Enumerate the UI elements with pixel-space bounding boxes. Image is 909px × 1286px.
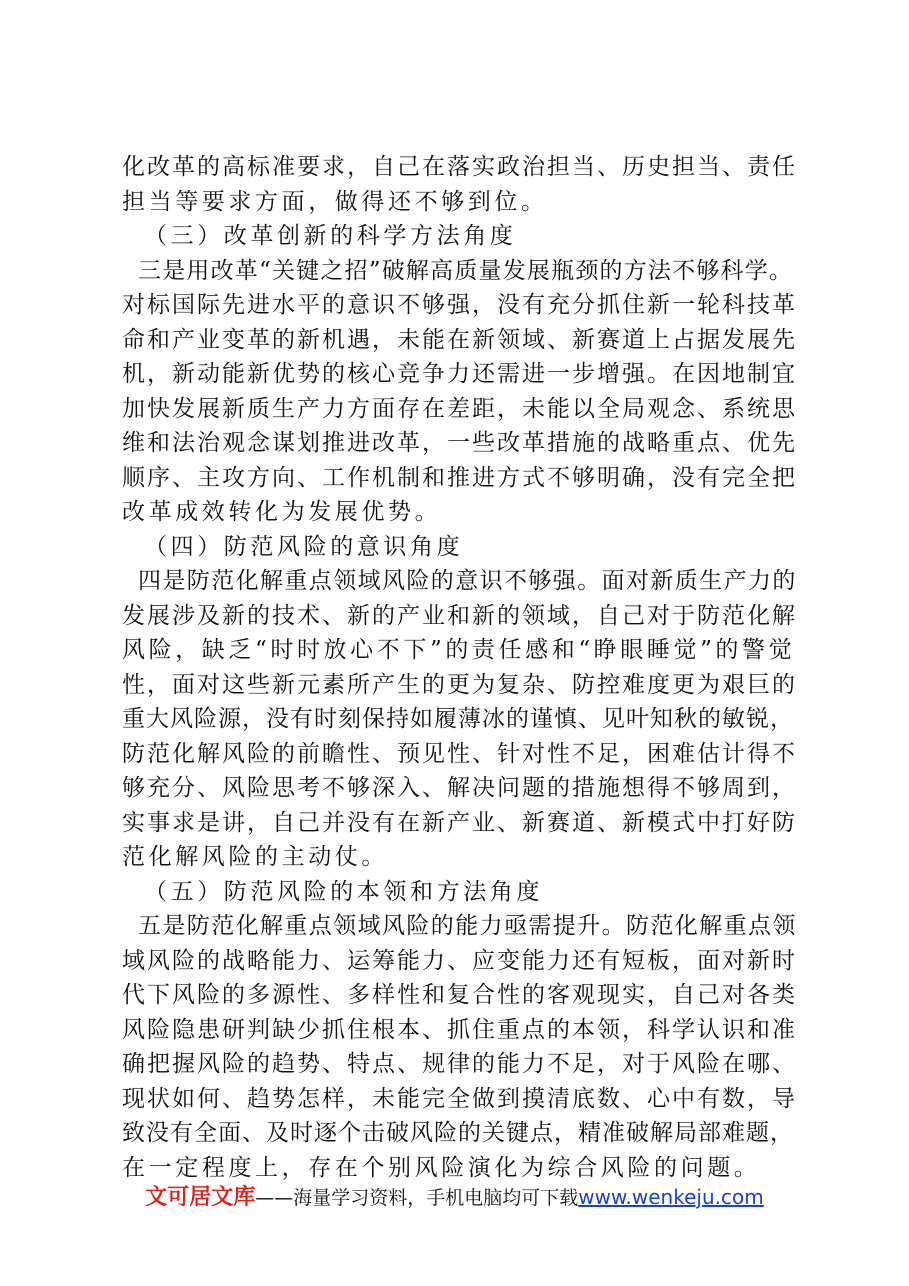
text-line: 代下风险的多源性、多样性和复合性的客观现实，自己对各类: [122, 982, 797, 1008]
text-line: 性，面对这些新元素所产生的更为复杂、防控难度更为艰巨的: [122, 671, 797, 698]
text-line: 加快发展新质生产力方面存在差距，未能以全局观念、系统思: [122, 395, 797, 422]
text-line: 维和法治观念谋划推进改革，一些改革措施的战略重点、优先: [122, 430, 797, 456]
text-line: 重大风险源，没有时刻保持如履薄冰的谨慎、见叶知秋的敏锐，: [122, 706, 794, 732]
text-line: 命和产业变革的新机遇，未能在新领域、新赛道上占据发展先: [122, 326, 797, 353]
text-line: 在一定程度上，存在个别风险演化为综合风险的问题。: [122, 1154, 761, 1181]
footer-link[interactable]: www.wenkeju.com: [578, 1185, 764, 1209]
section-heading: （四）防范风险的意识角度: [144, 533, 464, 560]
text-line: 防范化解风险的前瞻性、预见性、针对性不足，困难估计得不: [122, 740, 797, 767]
text-line: 够充分、风险思考不够深入、解决问题的措施想得不够周到，: [122, 775, 797, 801]
text-line: 担当等要求方面，做得还不够到位。: [122, 188, 548, 215]
text-line: 四是防范化解重点领域风险的意识不够强。面对新质生产力的: [138, 568, 797, 594]
text-line: 三是用改革“关键之招”破解高质量发展瓶颈的方法不够科学。: [138, 257, 794, 284]
text-line: 范化解风险的主动仗。: [122, 844, 388, 870]
text-line: 域风险的战略能力、运筹能力、应变能力还有短板，面对新时: [122, 947, 797, 974]
text-line: 改革成效转化为发展优势。: [122, 499, 442, 525]
text-line: 五是防范化解重点领域风险的能力亟需提升。防范化解重点领: [138, 913, 797, 939]
footer-slogan: ——海量学习资料，手机电脑均可下载: [255, 1187, 579, 1209]
text-line: 机，新动能新优势的核心竞争力还需进一步增强。在因地制宜: [122, 361, 797, 387]
text-line: 致没有全面、及时逐个击破风险的关键点，精准破解局部难题，: [122, 1120, 794, 1146]
section-heading: （三）改革创新的科学方法角度: [144, 223, 517, 249]
footer-brand: 文可居文库: [145, 1185, 256, 1210]
text-line: 化改革的高标准要求，自己在落实政治担当、历史担当、责任: [122, 154, 797, 180]
text-line: 对标国际先进水平的意识不够强，没有充分抓住新一轮科技革: [122, 292, 797, 318]
text-line: 确把握风险的趋势、特点、规律的能力不足，对于风险在哪、: [122, 1051, 797, 1077]
document-body: [122, 150, 798, 1185]
text-line: 现状如何、趋势怎样，未能完全做到摸清底数、心中有数，导: [122, 1085, 797, 1112]
text-line: 发展涉及新的技术、新的产业和新的领域，自己对于防范化解: [122, 602, 797, 629]
text-line: 风险，缺乏“时时放心不下”的责任感和“睁眼睡觉”的警觉: [122, 637, 796, 663]
text-line: 风险隐患研判缺少抓住根本、抓住重点的本领，科学认识和准: [122, 1016, 797, 1043]
section-heading: （五）防范风险的本领和方法角度: [144, 878, 543, 905]
footer-banner: [0, 1180, 909, 1211]
text-line: 顺序、主攻方向、工作机制和推进方式不够明确，没有完全把: [122, 464, 797, 491]
text-line: 实事求是讲，自己并没有在新产业、新赛道、新模式中打好防: [122, 809, 797, 836]
